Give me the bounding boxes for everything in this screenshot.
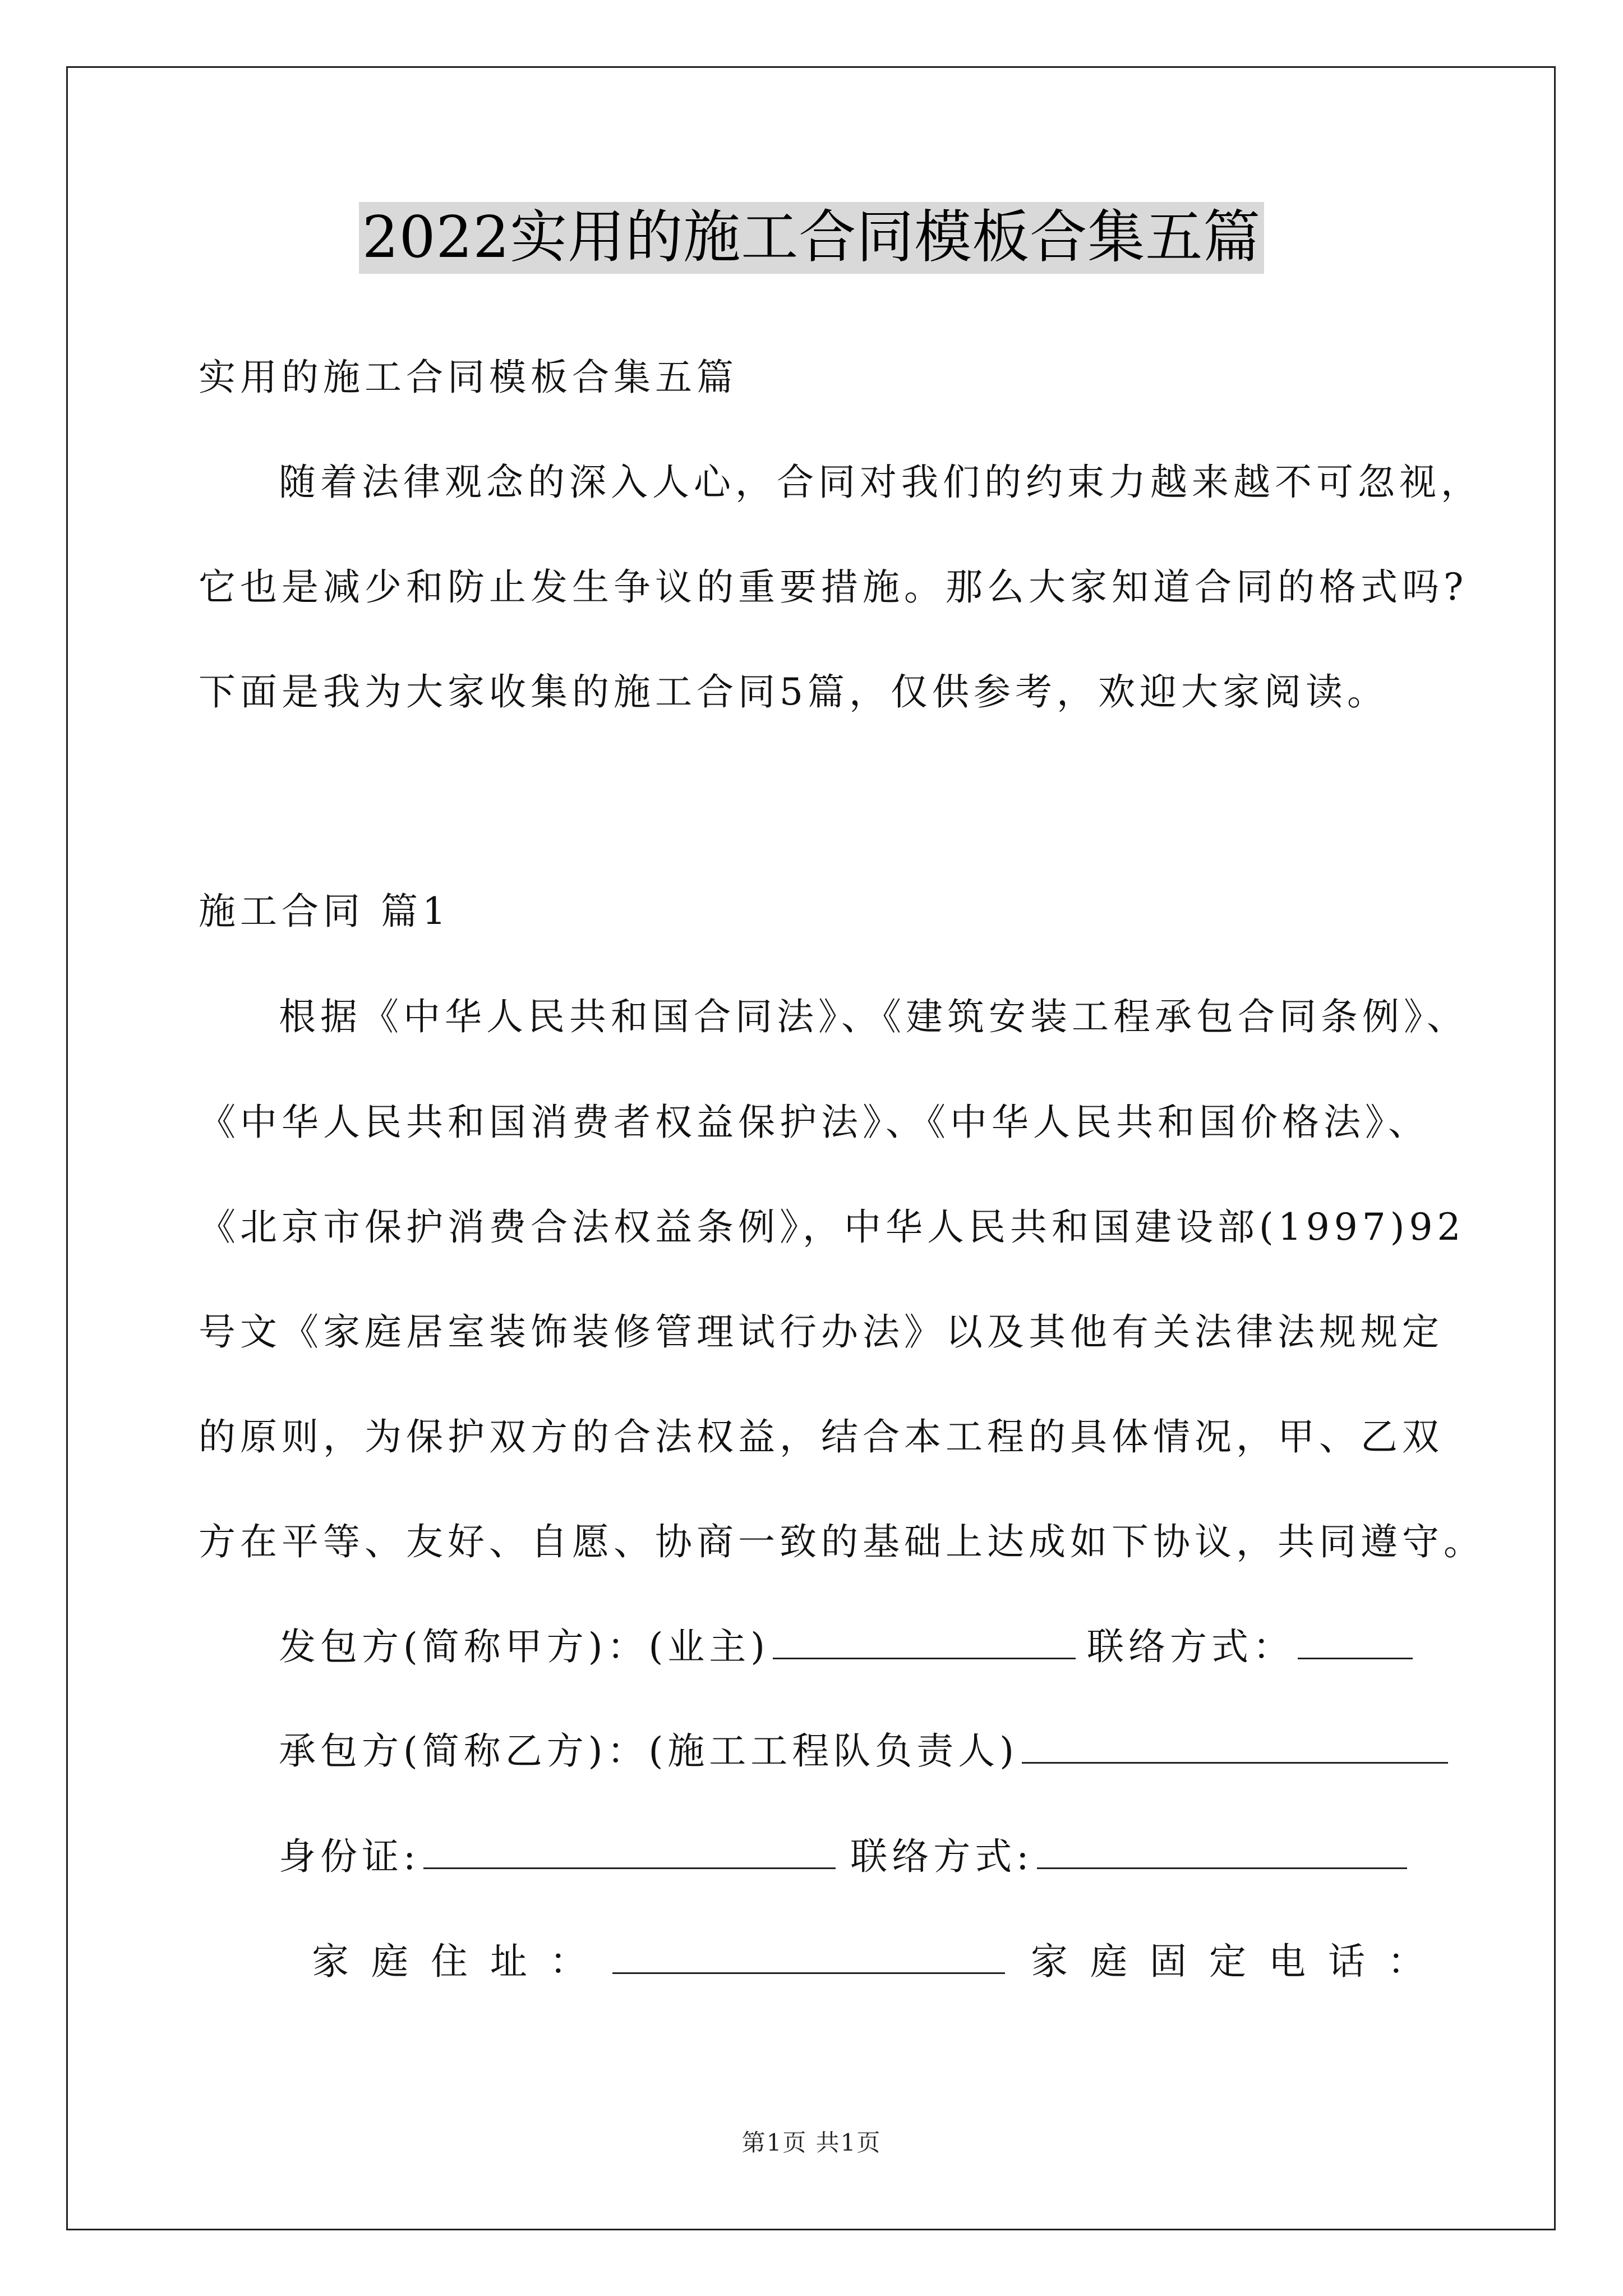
address-label: 家庭住址： (312, 1940, 609, 1983)
party-a-label: 发包方(简称甲方)：(业主) (279, 1625, 769, 1668)
document-title: 2022实用的施工合同模板合集五篇 (359, 202, 1265, 274)
body-line-4: 号文《家庭居室装饰装修管理试行办法》以及其他有关法律法规规定 (199, 1310, 1444, 1354)
body-line-3: 《北京市保护消费合法权益条例》，中华人民共和国建设部(1997)92 (199, 1205, 1465, 1249)
title-wrapper (0, 202, 1623, 274)
id-blank[interactable] (423, 1836, 836, 1869)
party-b-label: 承包方(简称乙方)：(施工工程队负责人) (279, 1729, 1018, 1773)
intro-line-3: 下面是我为大家收集的施工合同5篇，仅供参考，欢迎大家阅读。 (199, 670, 1389, 714)
address-blank[interactable] (612, 1941, 1005, 1974)
intro-line-1: 随着法律观念的深入人心，合同对我们的约束力越来越不可忽视， (279, 461, 1482, 504)
page-footer: 第1页 共1页 (741, 2129, 882, 2156)
party-a-contact-blank[interactable] (1298, 1626, 1413, 1659)
id-contact-label: 联络方式: (850, 1835, 1034, 1878)
party-a-name-blank[interactable] (773, 1626, 1076, 1659)
body-line-1: 根据《中华人民共和国合同法》、《建筑安装工程承包合同条例》、 (279, 995, 1468, 1038)
id-contact-blank[interactable] (1037, 1836, 1407, 1869)
party-a-row (279, 1625, 1416, 1669)
subtitle: 实用的施工合同模板合集五篇 (199, 356, 738, 399)
address-row (312, 1939, 1447, 1984)
id-row (279, 1834, 1410, 1879)
section-heading: 施工合同 篇1 (199, 890, 450, 933)
party-b-row (279, 1729, 1451, 1774)
party-a-contact-label: 联络方式： (1087, 1625, 1294, 1668)
home-phone-label: 家庭固定电话： (1031, 1940, 1447, 1983)
body-line-6: 方在平等、友好、自愿、协商一致的基础上达成如下协议，共同遵守。 (199, 1520, 1485, 1563)
body-line-2: 《中华人民共和国消费者权益保护法》、《中华人民共和国价格法》、 (199, 1101, 1430, 1144)
id-label: 身份证: (279, 1835, 421, 1878)
body-line-5: 的原则，为保护双方的合法权益，结合本工程的具体情况，甲、乙双 (199, 1415, 1444, 1458)
intro-line-2: 它也是减少和防止发生争议的重要措施。那么大家知道合同的格式吗? (199, 565, 1468, 609)
party-b-name-blank[interactable] (1022, 1731, 1448, 1764)
